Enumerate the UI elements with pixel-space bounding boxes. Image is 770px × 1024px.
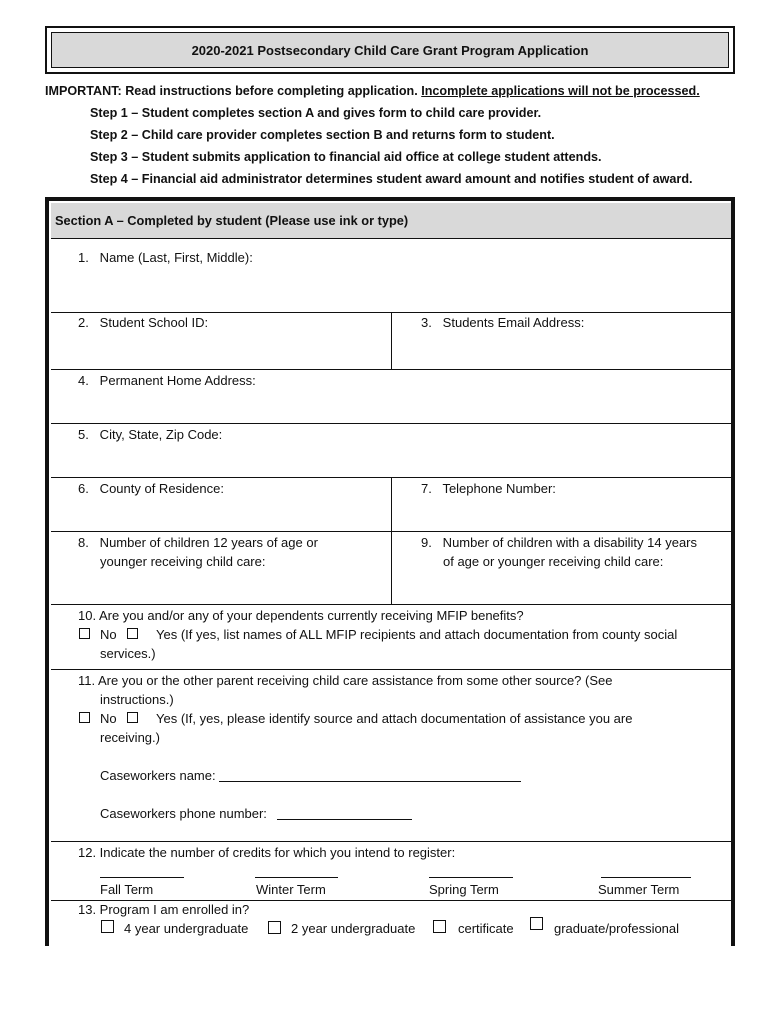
column-divider: [391, 477, 392, 604]
q6-county-field[interactable]: [60, 500, 385, 528]
q7-telephone-field[interactable]: [400, 500, 725, 528]
q10-no-checkbox[interactable]: [79, 628, 90, 639]
row-divider: [51, 669, 731, 670]
q5-city-state-zip-label: 5. City, State, Zip Code:: [78, 427, 223, 442]
q11-yes-checkbox[interactable]: [127, 712, 138, 723]
spring-term-label: Spring Term: [429, 882, 499, 897]
q11-no-checkbox[interactable]: [79, 712, 90, 723]
step-3: Step 3 – Student submits application to financial aid office at college student attends.: [90, 150, 602, 164]
q9-disability-label-line2: of age or younger receiving child care:: [443, 554, 664, 569]
program-certificate-label: certificate: [458, 921, 514, 936]
q11-assistance-question-line1: 11. Are you or the other parent receiving child care assistance from some other source? (See: [78, 673, 613, 688]
q7-telephone-label: 7. Telephone Number:: [421, 481, 556, 496]
winter-term-label: Winter Term: [256, 882, 326, 897]
form-title-box: [45, 26, 735, 74]
summer-term-label: Summer Term: [598, 882, 680, 897]
q2-student-id-field[interactable]: [60, 334, 385, 366]
fall-term-credits-field[interactable]: [100, 877, 184, 878]
winter-term-credits-field[interactable]: [255, 877, 338, 878]
q10-yes-label-line2: services.): [100, 646, 156, 661]
q11-yes-label-line1: Yes (If, yes, please identify source and attach documentation of assistance you are: [156, 711, 633, 726]
caseworker-name-field[interactable]: [219, 781, 521, 782]
caseworker-phone-label: Caseworkers phone number:: [100, 806, 267, 821]
q4-home-address-field[interactable]: [60, 392, 720, 420]
fall-term-label: Fall Term: [100, 882, 154, 897]
important-lead: IMPORTANT: Read instructions before completing application.: [45, 84, 418, 98]
section-a-heading: Section A – Completed by student (Please use ink or type): [51, 203, 731, 239]
program-graduate-label: graduate/professional: [554, 921, 680, 936]
q8-children-field[interactable]: [60, 574, 385, 601]
q3-email-label: 3. Students Email Address:: [421, 315, 585, 330]
q10-yes-label-line1: Yes (If yes, list names of ALL MFIP recipients and attach documentation from county social: [156, 627, 678, 642]
q9-disability-field[interactable]: [400, 574, 725, 601]
q3-email-field[interactable]: [400, 334, 725, 366]
q11-yes-label-line2: receiving.): [100, 730, 160, 745]
q2-student-id-label: 2. Student School ID:: [78, 315, 209, 330]
program-certificate-checkbox[interactable]: [433, 920, 446, 933]
caseworker-phone-field[interactable]: [277, 819, 412, 820]
q6-county-label: 6. County of Residence:: [78, 481, 224, 496]
form-title: 2020-2021 Postsecondary Child Care Grant Program Application: [51, 32, 729, 68]
spring-term-credits-field[interactable]: [429, 877, 513, 878]
program-2yr-label: 2 year undergraduate: [291, 921, 416, 936]
q1-name-field[interactable]: [60, 272, 720, 308]
caseworker-name-label: Caseworkers name:: [100, 768, 216, 783]
q10-yes-checkbox[interactable]: [127, 628, 138, 639]
step-4: Step 4 – Financial aid administrator determines student award amount and notifies student of award.: [90, 172, 693, 186]
program-4yr-checkbox[interactable]: [101, 920, 114, 933]
q4-home-address-label: 4. Permanent Home Address:: [78, 373, 256, 388]
q5-city-state-zip-field[interactable]: [60, 446, 720, 474]
program-2yr-checkbox[interactable]: [268, 921, 281, 934]
q11-no-label: No: [100, 711, 117, 726]
q8-children-label-line2: younger receiving child care:: [100, 554, 266, 569]
row-divider: [51, 604, 731, 605]
step-2: Step 2 – Child care provider completes section B and returns form to student.: [90, 128, 555, 142]
q1-name-label: 1. Name (Last, First, Middle):: [78, 250, 253, 265]
column-divider: [391, 312, 392, 369]
step-1: Step 1 – Student completes section A and gives form to child care provider.: [90, 106, 542, 120]
important-underlined: Incomplete applications will not be processed.: [421, 84, 700, 98]
row-divider: [51, 841, 731, 842]
q9-disability-label-line1: 9. Number of children with a disability 14 years: [421, 535, 698, 550]
q13-program-question: 13. Program I am enrolled in?: [78, 902, 250, 917]
row-divider: [51, 369, 731, 370]
q12-credits-question: 12. Indicate the number of credits for which you intend to register:: [78, 845, 456, 860]
program-4yr-label: 4 year undergraduate: [124, 921, 249, 936]
q10-no-label: No: [100, 627, 117, 642]
q10-mfip-question: 10. Are you and/or any of your dependents currently receiving MFIP benefits?: [78, 608, 524, 623]
q8-children-label-line1: 8. Number of children 12 years of age or: [78, 535, 318, 550]
q11-assistance-question-line2: instructions.): [100, 692, 174, 707]
summer-term-credits-field[interactable]: [601, 877, 691, 878]
important-notice: [45, 84, 700, 98]
program-graduate-checkbox[interactable]: [530, 917, 543, 930]
row-divider: [51, 423, 731, 424]
